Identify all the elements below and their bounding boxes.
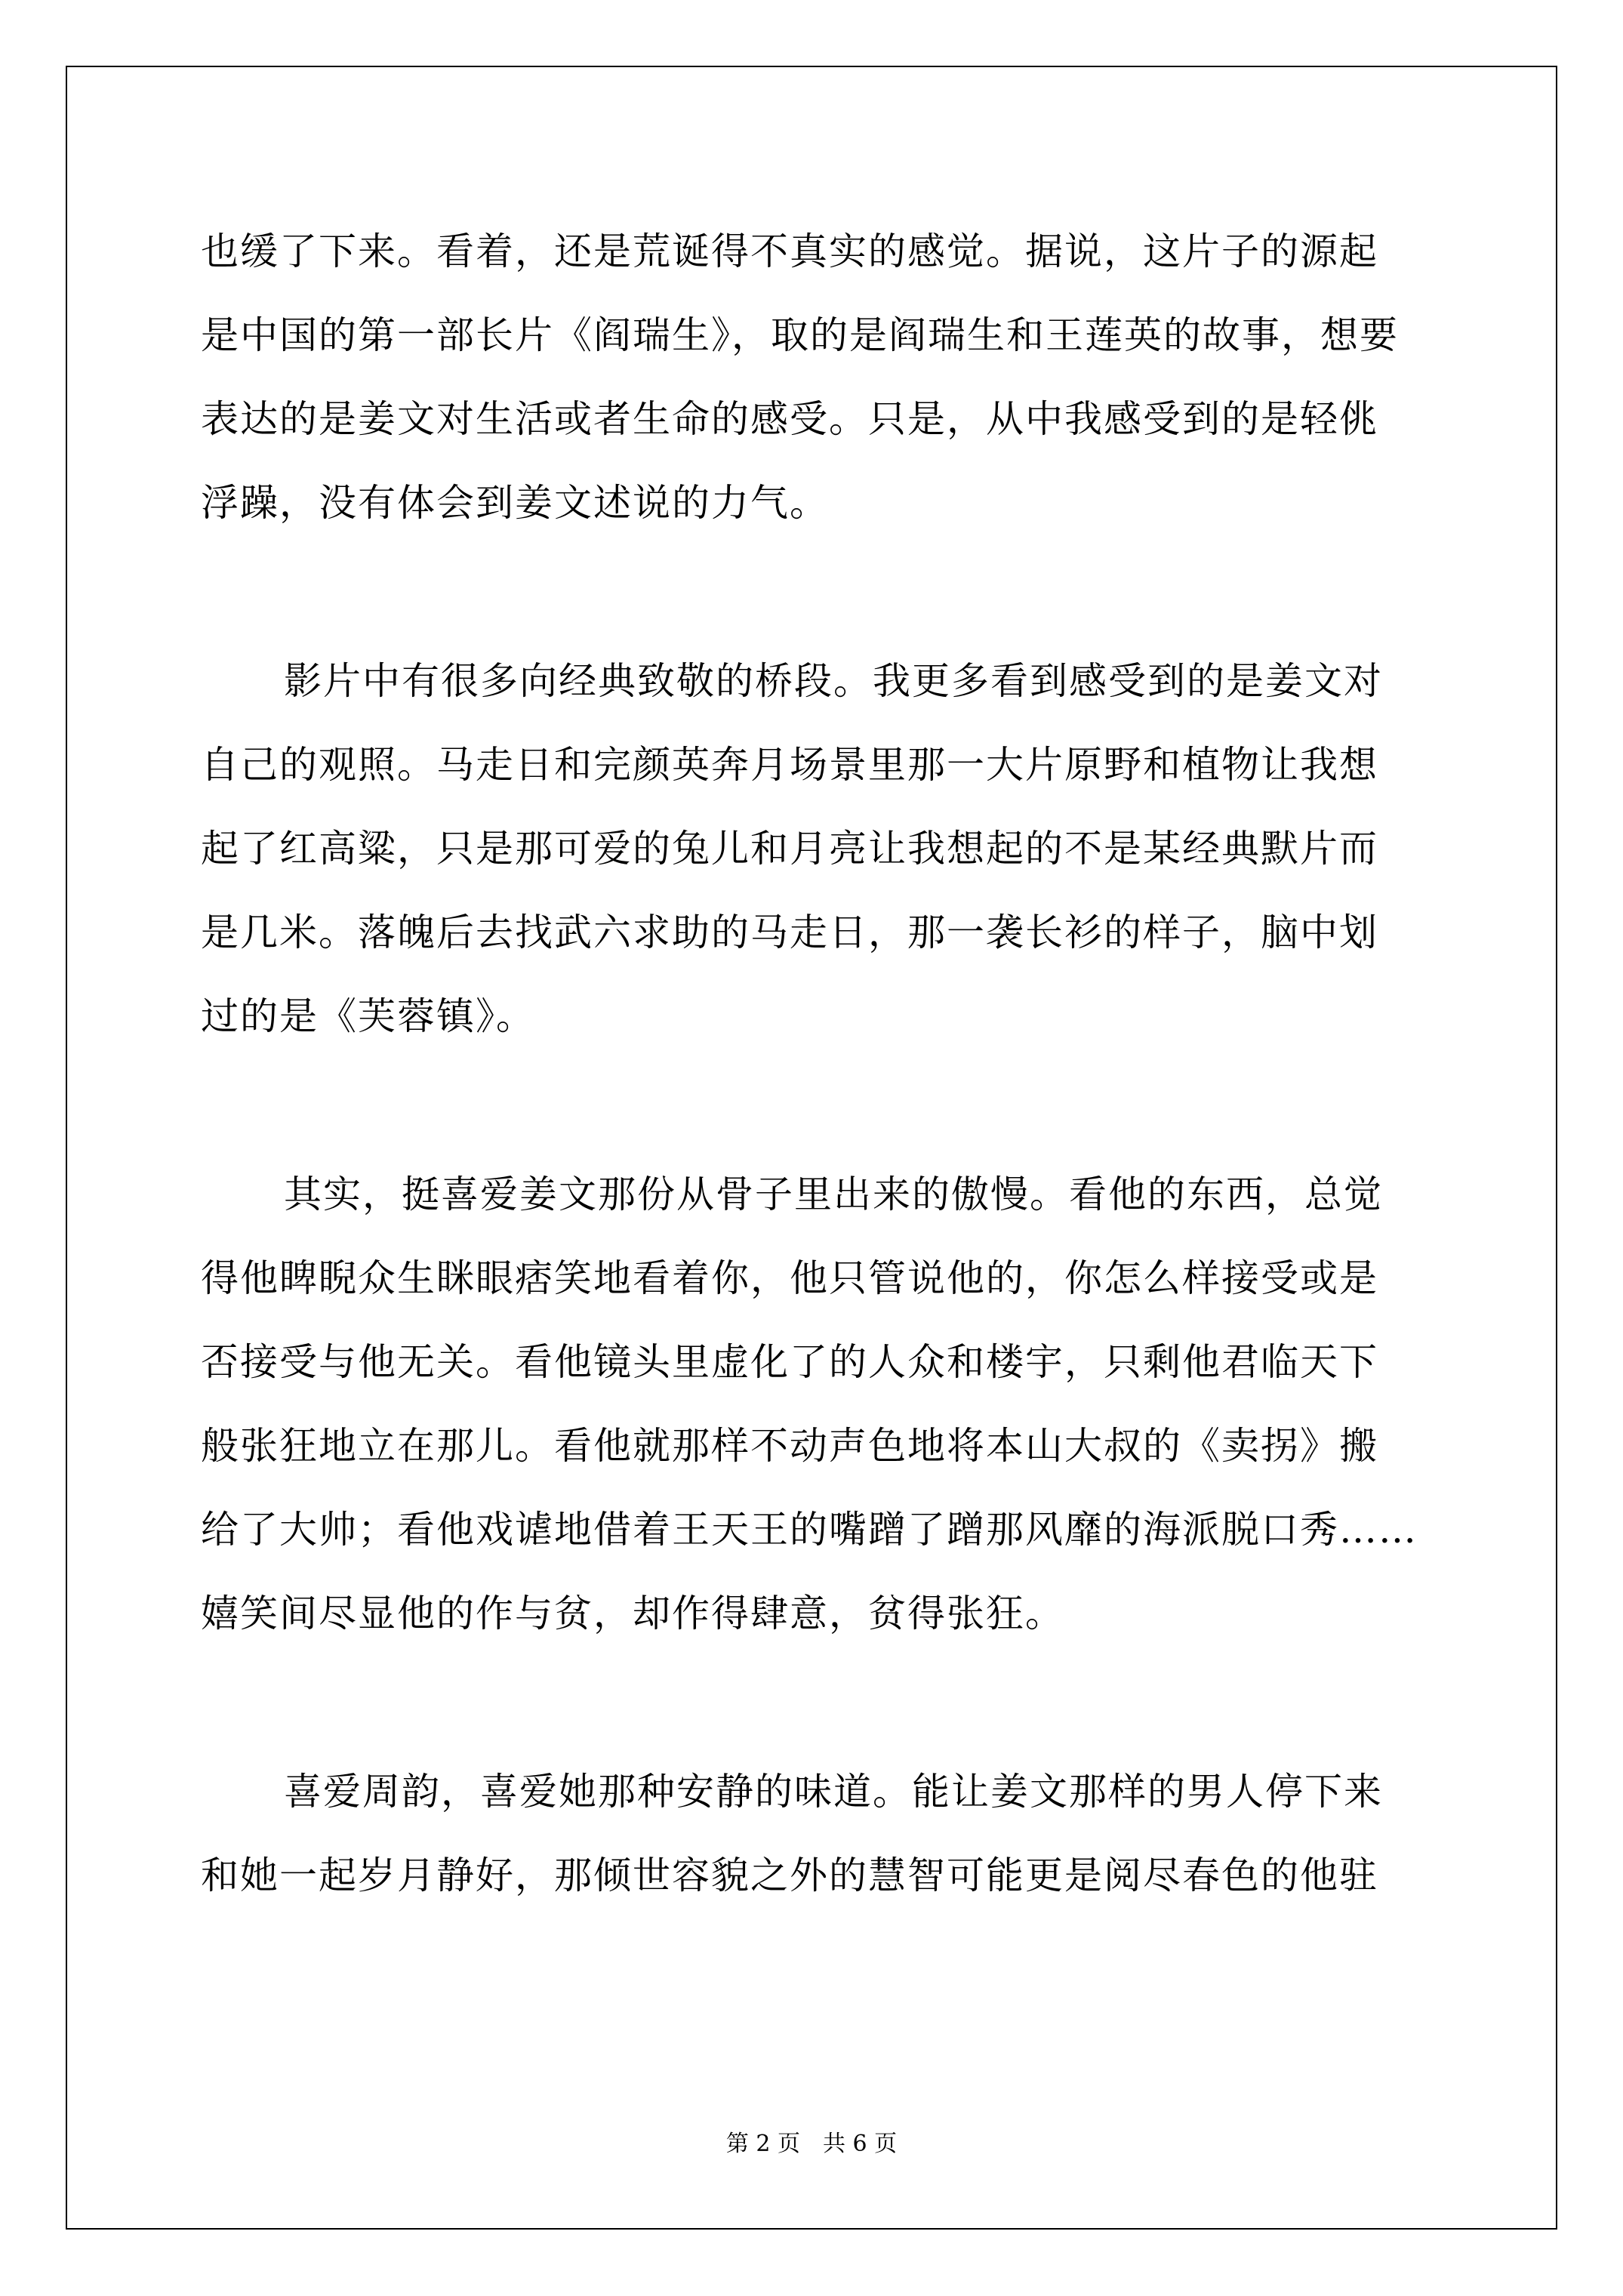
text-line: 般张狂地立在那儿。看他就那样不动声色地将本山大叔的《卖拐》搬 bbox=[201, 1424, 1378, 1468]
text-line: 是中国的第一部长片《阎瑞生》，取的是阎瑞生和王莲英的故事，想要 bbox=[201, 313, 1399, 357]
text-line: 否接受与他无关。看他镜头里虚化了的人众和楼宇，只剩他君临天下 bbox=[201, 1340, 1378, 1384]
text-line: 起了红高粱，只是那可爱的兔儿和月亮让我想起的不是某经典默片而 bbox=[201, 827, 1378, 871]
text-line: 和她一起岁月静好，那倾世容貌之外的慧智可能更是阅尽春色的他驻 bbox=[201, 1854, 1378, 1897]
text-line-indented: 其实，挺喜爱姜文那份从骨子里出来的傲慢。看他的东西，总觉 bbox=[284, 1173, 1383, 1216]
text-line: 浮躁，没有体会到姜文述说的力气。 bbox=[201, 481, 829, 525]
text-line: 是几米。落魄后去找武六求助的马走日，那一袭长衫的样子，脑中划 bbox=[201, 911, 1378, 954]
text-line-indented: 影片中有很多向经典致敬的桥段。我更多看到感受到的是姜文对 bbox=[284, 659, 1383, 703]
text-line: 过的是《芙蓉镇》。 bbox=[201, 994, 535, 1038]
text-line: 嬉笑间尽显他的作与贫，却作得肆意，贫得张狂。 bbox=[201, 1592, 1064, 1635]
text-line-indented: 喜爱周韵，喜爱她那种安静的味道。能让姜文那样的男人停下来 bbox=[284, 1770, 1383, 1814]
page-border bbox=[66, 66, 1557, 2230]
text-line: 给了大帅；看他戏谑地借着王天王的嘴蹭了蹭那风靡的海派脱口秀…… bbox=[201, 1508, 1418, 1552]
text-line: 也缓了下来。看着，还是荒诞得不真实的感觉。据说，这片子的源起 bbox=[201, 230, 1378, 273]
text-line: 得他睥睨众生眯眼痞笑地看着你，他只管说他的，你怎么样接受或是 bbox=[201, 1256, 1378, 1300]
text-line: 表达的是姜文对生活或者生命的感受。只是，从中我感受到的是轻佻 bbox=[201, 397, 1378, 441]
text-line: 自己的观照。马走日和完颜英奔月场景里那一大片原野和植物让我想 bbox=[201, 743, 1378, 787]
page-number-footer: 第 2 页 共 6 页 bbox=[725, 2131, 898, 2157]
